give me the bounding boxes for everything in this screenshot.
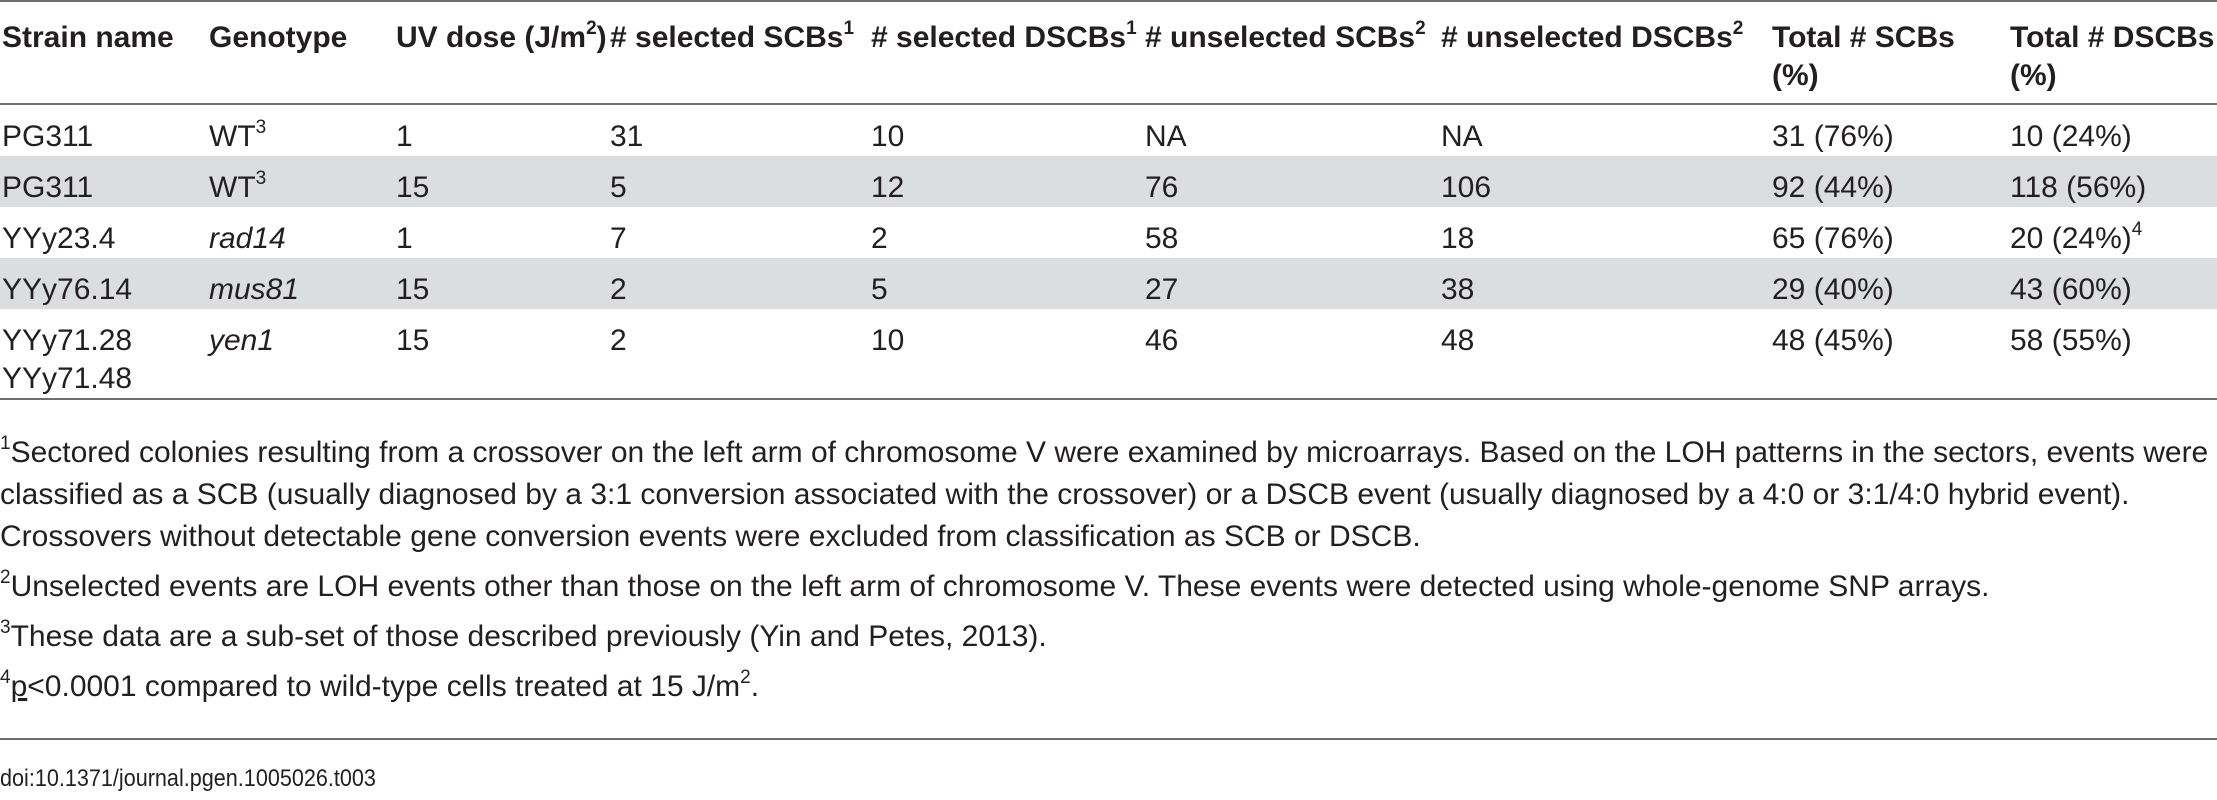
cell-selected-scbs: 31: [610, 120, 644, 153]
header-unselected-dscbs: # unselected DSCBs$^2$: [1441, 18, 1744, 54]
cell-total-scbs: 48 (45%): [1772, 324, 1894, 357]
cell-strain: PG311: [2, 120, 94, 153]
header-selected-scbs: # selected SCBs$^1$: [610, 18, 855, 54]
cell-selected-scbs: 5: [610, 171, 627, 204]
cell-selected-scbs: 2: [610, 324, 627, 357]
cell-strain: YYy23.4: [2, 222, 116, 255]
header-unselected-scbs: # unselected SCBs$^2$: [1145, 18, 1426, 54]
cell-total-dscbs: 118 (56%): [2010, 171, 2147, 204]
cell-genotype: mus81: [209, 273, 300, 306]
cell-total-scbs: 29 (40%): [1772, 273, 1894, 306]
cell-uv-dose: 1: [396, 222, 413, 255]
cell-selected-dscbs: 10: [871, 120, 905, 153]
cell-unselected-dscbs: 106: [1441, 171, 1492, 204]
doi-text: doi:10.1371/journal.pgen.1005026.t003: [0, 765, 376, 792]
cell-genotype: $WT^3$: [209, 168, 267, 204]
cell-unselected-scbs: 58: [1145, 222, 1179, 255]
footnote-2: $^2$Unselected events are LOH events other than those on the left arm of chromosome V. These events were detected using whole-genome SNP arrays.: [0, 567, 1990, 603]
table-row: [0, 207, 2217, 258]
cell-total-dscbs: 10 (24%): [2010, 120, 2132, 153]
footnote-1: $^1$Sectored colonies resulting from a crossover on the left arm of chromosome V were examined by microarrays. Based on the LOH patterns in the sectors, events were classified as a SCB (usually diagnosed by a 3:1 conversion associated with the crossover) or a DSCB event (usually diagnosed by a 4:0 or 3:1/4:0 hybrid event). Crossovers without detectable gene conversion events were excluded from classification as SCB or DSCB.: [0, 433, 2209, 553]
header-genotype: Genotype: [209, 21, 348, 54]
cell-unselected-dscbs: 38: [1441, 273, 1475, 306]
table-row: [0, 309, 2217, 399]
cell-strain: YYy71.28 YYy71.48: [2, 324, 133, 395]
cell-selected-scbs: 2: [610, 273, 627, 306]
cell-genotype: $WT^3$: [209, 117, 267, 153]
cell-genotype: rad14: [209, 222, 286, 255]
table-row: [0, 104, 2217, 156]
cell-selected-dscbs: 2: [871, 222, 888, 255]
cell-total-dscbs: 58 (55%): [2010, 324, 2132, 357]
cell-unselected-scbs: 27: [1145, 273, 1179, 306]
header-total-scbs: Total # SCBs (%): [1772, 21, 1955, 92]
cell-unselected-dscbs: 18: [1441, 222, 1475, 255]
cell-unselected-scbs: NA: [1145, 120, 1187, 153]
footnote-4: $^4$p<0.0001 compared to wild-type cells treated at 15 $J/m^2$.: [0, 667, 760, 703]
footnote-3: $^3$These data are a sub-set of those described previously (Yin and Petes, 2013).: [0, 617, 1047, 653]
cell-selected-dscbs: 12: [871, 171, 905, 204]
cell-total-scbs: 65 (76%): [1772, 222, 1894, 255]
table-row: [0, 258, 2217, 309]
header-row: [0, 1, 2217, 104]
cell-uv-dose: 15: [396, 273, 430, 306]
cell-total-dscbs: 43 (60%): [2010, 273, 2132, 306]
cell-selected-dscbs: 5: [871, 273, 888, 306]
cell-total-scbs: 31 (76%): [1772, 120, 1894, 153]
cell-strain: PG311: [2, 171, 94, 204]
header-selected-dscbs: # selected DSCBs$^1$: [871, 18, 1137, 54]
cell-genotype: yen1: [209, 324, 275, 357]
cell-unselected-dscbs: NA: [1441, 120, 1483, 153]
cell-selected-dscbs: 10: [871, 324, 905, 357]
cell-uv-dose: 1: [396, 120, 413, 153]
cell-strain: YYy76.14: [2, 273, 133, 306]
divider: [0, 738, 2217, 740]
cell-unselected-scbs: 46: [1145, 324, 1179, 357]
cell-unselected-scbs: 76: [1145, 171, 1179, 204]
table-row: [0, 156, 2217, 207]
cell-uv-dose: 15: [396, 324, 430, 357]
header-strain-name: Strain name: [2, 21, 174, 54]
cell-selected-scbs: 7: [610, 222, 627, 255]
cell-uv-dose: 15: [396, 171, 430, 204]
header-total-dscbs: Total # DSCBs (%): [2010, 21, 2215, 92]
cell-unselected-dscbs: 48: [1441, 324, 1475, 357]
footnotes: [0, 432, 2217, 708]
header-uv-dose: UV dose $(J/m^2)$: [396, 18, 607, 54]
cell-total-dscbs: 20 $(24\%)^4$: [2010, 219, 2143, 255]
cell-total-scbs: 92 (44%): [1772, 171, 1894, 204]
